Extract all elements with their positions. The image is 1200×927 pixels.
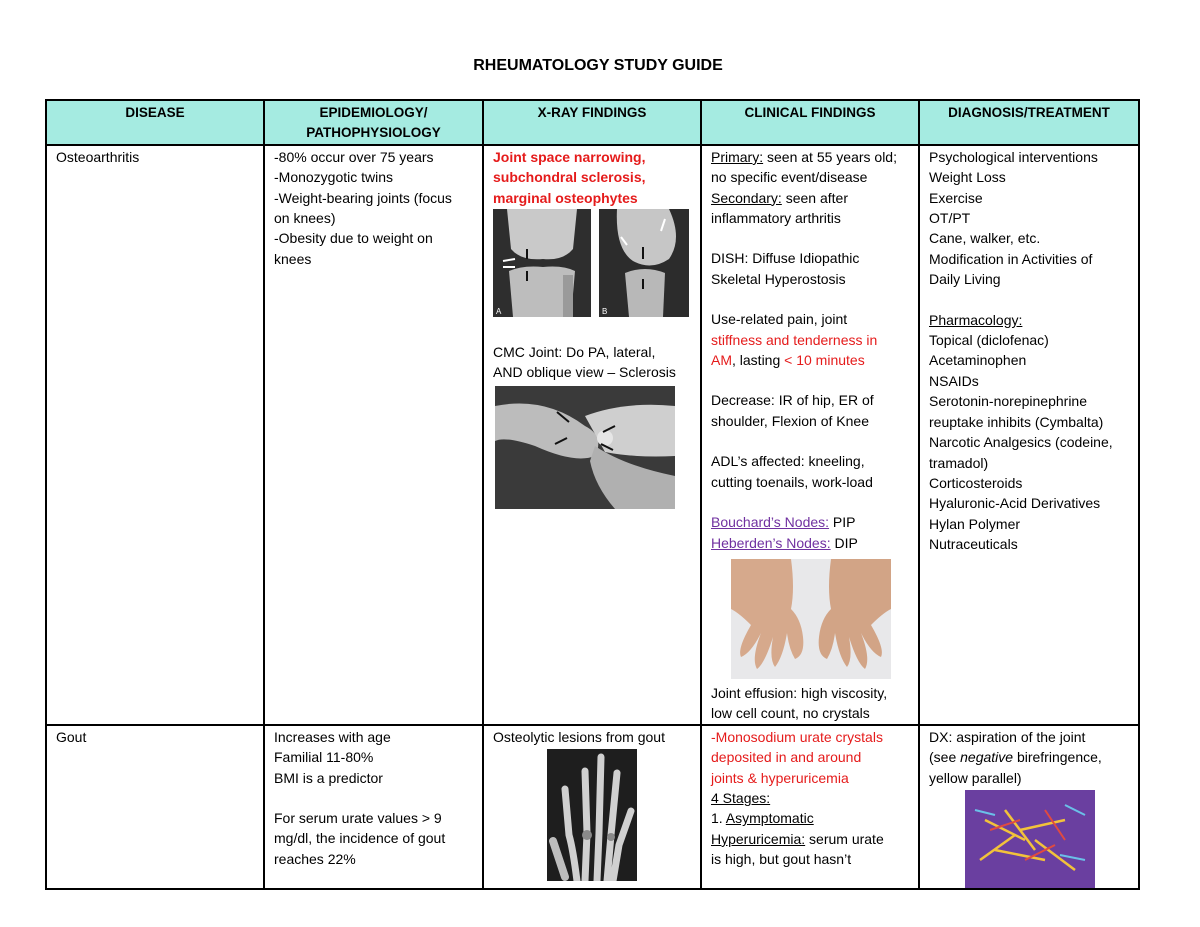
epi-oa-line: -Obesity due to weight on xyxy=(274,230,433,247)
gout-clinical-red-line: -Monosodium urate crystals xyxy=(711,728,883,745)
use-red-duration: < 10 minutes xyxy=(784,352,865,369)
dish-line2: Skeletal Hyperostosis xyxy=(711,270,846,287)
cell-xray-oa xyxy=(483,145,701,725)
page-title: RHEUMATOLOGY STUDY GUIDE xyxy=(473,57,723,74)
gout-clinical-red-line: joints & hyperuricemia xyxy=(711,769,849,786)
dx-line3: yellow parallel) xyxy=(929,769,1022,786)
pharm-item: Hyaluronic-Acid Derivatives xyxy=(929,495,1101,512)
primary-text: seen at 55 years old; xyxy=(763,148,897,165)
epi-oa-line: -Monozygotic twins xyxy=(274,169,394,186)
epi-oa-line: -Weight-bearing joints (focus xyxy=(274,189,452,206)
epi-gout-line: BMI is a predictor xyxy=(274,769,383,786)
table-row-osteoarthritis xyxy=(46,145,1139,725)
epi-oa-line: -80% occur over 75 years xyxy=(274,148,434,165)
cell-xray-gout xyxy=(483,725,701,889)
stage1-text: serum urate xyxy=(805,830,884,847)
dx-line2-em: negative xyxy=(960,749,1014,766)
cell-treatment-oa xyxy=(919,145,1139,725)
cell-disease-gout: Gout xyxy=(46,725,264,889)
bouchard-text: PIP xyxy=(829,514,856,531)
treatment-item: Psychological interventions xyxy=(929,148,1098,165)
epi-gout-line: mg/dl, the incidence of gout xyxy=(274,830,446,847)
stage1-line3: is high, but gout hasn’t xyxy=(711,851,852,868)
primary-label: Primary: xyxy=(711,148,764,165)
crystal-microscopy-image xyxy=(965,790,1095,888)
use-red-am: AM xyxy=(711,352,732,369)
xray-label-b: B xyxy=(602,307,608,317)
header-row xyxy=(46,100,1139,145)
cmc-note-line: CMC Joint: Do PA, lateral, xyxy=(493,344,656,361)
header-disease: DISEASE xyxy=(46,100,264,145)
epi-gout-line: For serum urate values > 9 xyxy=(274,809,442,826)
treatment-item: Modification in Activities of xyxy=(929,250,1093,267)
xray-finding-line: marginal osteophytes xyxy=(493,189,638,206)
epi-oa-line: on knees) xyxy=(274,210,336,227)
use-red-line1: stiffness and tenderness in xyxy=(711,331,878,348)
dish-line1: DISH: Diffuse Idiopathic xyxy=(711,250,860,267)
adl-line1: ADL’s affected: kneeling, xyxy=(711,453,865,470)
header-epidemiology xyxy=(264,100,483,145)
heberden-text: DIP xyxy=(830,534,858,551)
pharm-item: Hylan Polymer xyxy=(929,515,1021,532)
epi-gout-line: Familial 11-80% xyxy=(274,749,374,766)
effusion-line1: Joint effusion: high viscosity, xyxy=(711,684,888,701)
bouchard-nodes-link[interactable]: Bouchard’s Nodes: xyxy=(711,514,830,531)
stage1-label2: Hyperuricemia: xyxy=(711,830,806,847)
treatment-item: OT/PT xyxy=(929,210,971,227)
dx-line1: DX: aspiration of the joint xyxy=(929,728,1086,745)
hands-photo-image xyxy=(731,559,891,679)
table-row-gout xyxy=(46,725,1139,889)
use-line1: Use-related pain, joint xyxy=(711,311,848,328)
stage1-label: Asymptomatic xyxy=(725,810,814,827)
treatment-item: Exercise xyxy=(929,189,983,206)
epi-gout-line: reaches 22% xyxy=(274,850,356,867)
gout-xray-text: Osteolytic lesions from gout xyxy=(493,728,665,745)
secondary-line2: inflammatory arthritis xyxy=(711,210,841,227)
use-mid: , lasting xyxy=(732,352,785,369)
header-xray: X-RAY FINDINGS xyxy=(483,100,701,145)
heberden-nodes-link[interactable]: Heberden’s Nodes: xyxy=(711,534,831,551)
cmc-note-line: AND oblique view – Sclerosis xyxy=(493,364,676,381)
pharm-item: Narcotic Analgesics (codeine, xyxy=(929,434,1113,451)
stages-label: 4 Stages: xyxy=(711,789,771,806)
secondary-text: seen after xyxy=(781,189,848,206)
gout-clinical-red-line: deposited in and around xyxy=(711,749,862,766)
secondary-label: Secondary: xyxy=(711,189,782,206)
cell-epi-gout xyxy=(264,725,483,889)
epi-gout-line: Increases with age xyxy=(274,728,391,745)
adl-line2: cutting toenails, work-load xyxy=(711,473,873,490)
knee-xray-b-image xyxy=(599,209,689,317)
dx-line2-post: birefringence, xyxy=(1013,749,1102,766)
treatment-item: Weight Loss xyxy=(929,169,1006,186)
dx-line2-pre: (see xyxy=(929,749,961,766)
effusion-line2: low cell count, no crystals xyxy=(711,705,870,722)
decrease-line2: shoulder, Flexion of Knee xyxy=(711,412,869,429)
pharmacology-label: Pharmacology: xyxy=(929,311,1023,328)
primary-line2: no specific event/disease xyxy=(711,169,868,186)
cell-clinical-oa xyxy=(701,145,919,725)
stage1-number: 1. xyxy=(711,810,726,827)
header-diagnosis: DIAGNOSIS/TREATMENT xyxy=(919,100,1139,145)
cell-diagnosis-gout xyxy=(919,725,1139,889)
epi-oa-line: knees xyxy=(274,250,312,267)
pharm-item: reuptake inhibits (Cymbalta) xyxy=(929,413,1104,430)
knee-xray-a-image xyxy=(493,209,591,317)
gout-hand-xray-image xyxy=(547,749,637,881)
xray-finding-line: Joint space narrowing, xyxy=(493,148,646,165)
header-epi-line1: EPIDEMIOLOGY/ xyxy=(319,105,428,120)
pharm-item: Serotonin-norepinephrine xyxy=(929,393,1087,410)
cell-epi-oa xyxy=(264,145,483,725)
treatment-item: Daily Living xyxy=(929,271,1001,288)
pharm-item: Topical (diclofenac) xyxy=(929,332,1049,349)
treatment-item: Cane, walker, etc. xyxy=(929,230,1041,247)
pharm-item: Nutraceuticals xyxy=(929,536,1018,553)
pharm-item: NSAIDs xyxy=(929,372,979,389)
header-clinical: CLINICAL FINDINGS xyxy=(701,100,919,145)
xray-finding-line: subchondral sclerosis, xyxy=(493,169,646,186)
knee-xray-images xyxy=(493,209,691,317)
pharm-item: Corticosteroids xyxy=(929,474,1023,491)
cmc-xray-image xyxy=(495,386,675,509)
study-guide-table xyxy=(45,99,1140,890)
pharm-item: Acetaminophen xyxy=(929,352,1027,369)
cell-clinical-gout xyxy=(701,725,919,889)
decrease-line1: Decrease: IR of hip, ER of xyxy=(711,392,874,409)
pharm-item: tramadol) xyxy=(929,454,989,471)
xray-label-a: A xyxy=(496,307,502,317)
header-epi-line2: PATHOPHYSIOLOGY xyxy=(306,125,441,141)
cell-disease-oa: Osteoarthritis xyxy=(46,145,264,725)
